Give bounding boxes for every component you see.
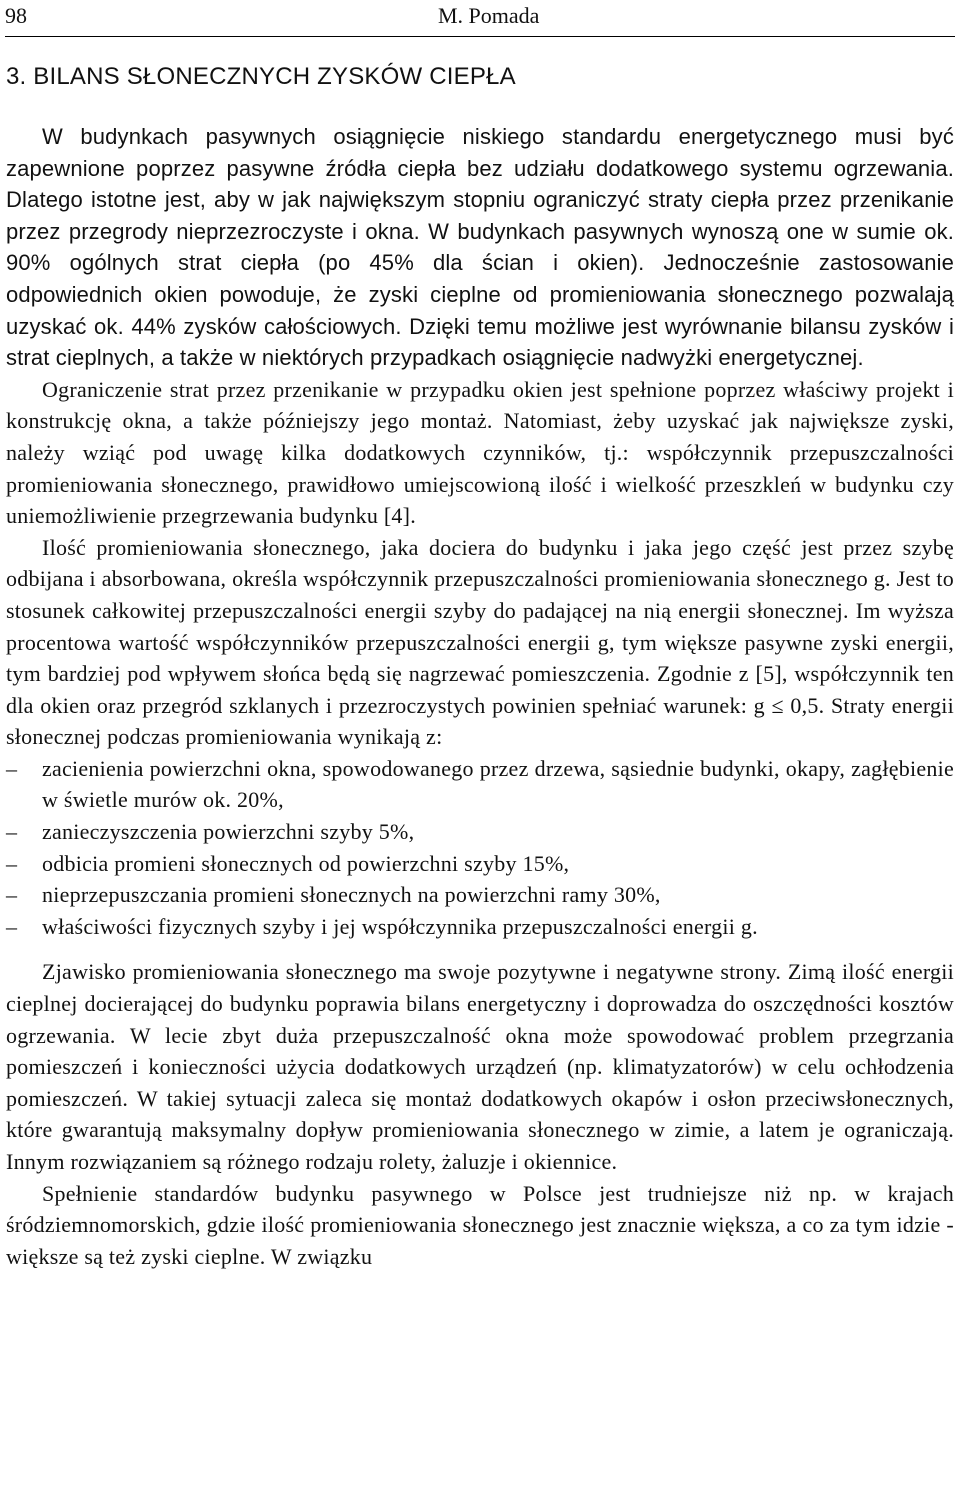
paragraph-3: Ilość promieniowania słonecznego, jaka dociera do budynku i jaka jego część jest przez szybę odbijana i absorbowana, określa współczynnik przepuszczalności promieniowania słonecznego g. Jest to stosunek całkowitej przepuszczalności energii szyby do padającej na nią energii słonecznej. Im wyższa procentowa wartość współczynników przepuszczalności energii g, tym większe pasywne zyski energii, tym bardziej pod wpływem słońca będą się nagrzewać pomieszczenia. Zgodnie z [5], współczynnik ten dla okien oraz przegród szklanych i przezroczystych powinien spełniać warunek: g ≤ 0,5. Straty energii słonecznej podczas promieniowania wynikają z: xyxy=(6,534,954,750)
page-number: 98 xyxy=(5,3,27,28)
dash-bullet: – xyxy=(6,913,18,939)
dash-bullet: – xyxy=(6,850,18,876)
list-item xyxy=(6,879,954,911)
list-item xyxy=(6,816,954,848)
dash-bullet: – xyxy=(6,819,18,845)
running-header xyxy=(5,2,955,30)
list-item-text: właściwości fizycznych szyby i jej współczynnika przepuszczalności energii g. xyxy=(42,913,758,939)
list-item xyxy=(6,848,954,880)
body-text xyxy=(6,121,954,1272)
header-rule xyxy=(5,36,955,37)
dash-bullet: – xyxy=(6,882,18,908)
list-item-text: zanieczyszczenia powierzchni szyby 5%, xyxy=(42,819,415,845)
list-item-text: odbicia promieni słonecznych od powierzchni szyby 15%, xyxy=(42,850,570,876)
paragraph-1: W budynkach pasywnych osiągnięcie niskiego standardu energetycznego musi być zapewnione poprzez pasywne źródła ciepła bez udziału dodatkowego systemu ogrzewania. Dlatego istotne jest, aby w jak największym stopniu ograniczyć straty ciepła przez przenikanie przez przegrody nieprzezroczyste i okna. W budynkach pasywnych wynoszą one w sumie ok. 90% ogólnych strat ciepła (po 45% dla ścian i okien). Jednocześnie zastosowanie odpowiednich okien powoduje, że zyski cieplne od promieniowania słonecznego pozwalają uzyskać ok. 44% zysków całościowych. Dzięki temu możliwe jest wyrównanie bilansu zysków i strat cieplnych, a także w niektórych przypadkach osiągnięcie nadwyżki energetycznej. xyxy=(6,124,954,371)
loss-list xyxy=(6,753,954,943)
section-heading: 3. BILANS SŁONECZNYCH ZYSKÓW CIEPŁA xyxy=(6,63,516,90)
paragraph-4: Zjawisko promieniowania słonecznego ma swoje pozytywne i negatywne strony. Zimą ilość energii cieplnej docierającej do budynku poprawia bilans energetyczny i doprowadza do oszczędności kosztów ogrzewania. W lecie zbyt duża przepuszczalność okna może spowodować problem przegrzania pomieszczeń i konieczności użycia dodatkowych urządzeń (np. klimatyzatorów) w celu ochłodzenia pomieszczeń. W takiej sytuacji zaleca się montaż dodatkowych okapów i osłon przeciwsłonecznych, które gwarantują maksymalny dopływ promieniowania słonecznego w zimie, a latem je ograniczają. Innym rozwiązaniem są różnego rodzaju rolety, żaluzje i okiennice. xyxy=(6,959,954,1174)
paragraph-2: Ograniczenie strat przez przenikanie w przypadku okien jest spełnione poprzez właściwy projekt i konstrukcję okna, a także późniejszy jego montaż. Natomiast, żeby uzyskać jak największe zyski, należy wziąć pod uwagę kilka dodatkowych czynników, tj.: współczynnik przepuszczalności promieniowania słonecznego, prawidłowo umiejscowioną ilość i wielkość przeszkleń w budynku czy uniemożliwienie przegrzewania budynku [4]. xyxy=(6,376,954,529)
list-item xyxy=(6,753,954,816)
running-title: M. Pomada xyxy=(438,3,540,28)
list-item xyxy=(6,911,954,943)
list-item-text: nieprzepuszczania promieni słonecznych na powierzchni ramy 30%, xyxy=(42,882,661,908)
paragraph-gap xyxy=(6,942,954,956)
paragraph-5: Spełnienie standardów budynku pasywnego w Polsce jest trudniejsze niż np. w krajach śródziemnomorskich, gdzie ilość promieniowania słonecznego jest znacznie większa, a co za tym idzie - większe są też zyski cieplne. W związku xyxy=(6,1180,954,1269)
dash-bullet: – xyxy=(6,755,18,781)
list-item-text: zacienienia powierzchni okna, spowodowanego przez drzewa, sąsiednie budynki, okapy, zagłębienie w świetle murów ok. 20%, xyxy=(42,755,954,813)
